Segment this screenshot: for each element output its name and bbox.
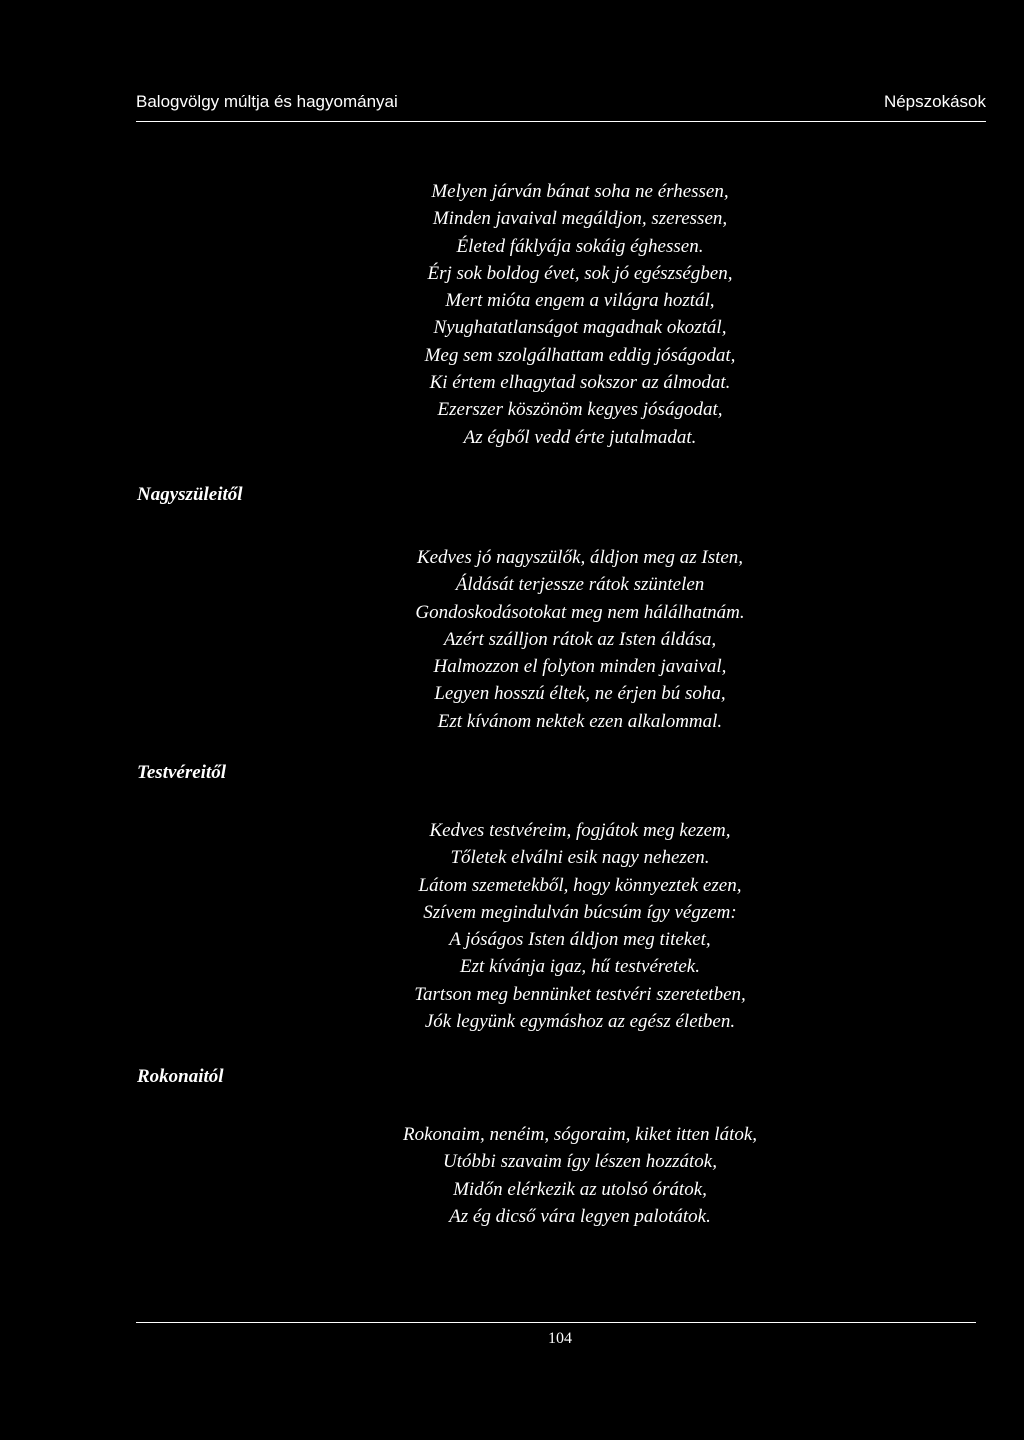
header-rule <box>136 121 986 122</box>
poem-line: Nyughatatlanságot magadnak okoztál, <box>433 317 727 339</box>
stanza-continuation <box>200 178 960 451</box>
poem-line: Utóbbi szavaim így lészen hozzátok, <box>443 1151 717 1173</box>
page-number: 104 <box>548 1330 572 1347</box>
poem-line: Az égből vedd érte jutalmadat. <box>463 426 697 448</box>
poem-line: Tartson meg bennünket testvéri szeretetben, <box>414 983 746 1005</box>
poem-line: Rokonaim, nenéim, sógoraim, kiket itten látok, <box>402 1124 758 1145</box>
stanza-grandparents <box>200 544 960 735</box>
poem-line: Gondoskodásotokat meg nem hálálhatnám. <box>415 601 745 623</box>
running-header <box>136 92 986 118</box>
poem-line: Legyen hosszú éltek, ne érjen bú soha, <box>434 683 726 705</box>
poem-line: Ki értem elhagytad sokszor az álmodat. <box>429 372 731 394</box>
section-heading-grandparents: Nagyszüleitől <box>137 484 243 505</box>
book-title: Balogvölgy múltja és hagyományai <box>136 92 398 111</box>
poem-line: Az ég dicső vára legyen palotátok. <box>449 1205 711 1227</box>
poem-line: Midőn elérkezik az utolsó órátok, <box>453 1178 707 1200</box>
stanza-siblings <box>200 817 960 1035</box>
poem-line: Tőletek elválni esik nagy nehezen. <box>450 847 710 869</box>
poem-line: Ezt kívánja igaz, hű testvéretek. <box>460 956 700 978</box>
poem-line: Ezt kívánom nektek ezen alkalommal. <box>437 710 723 732</box>
poem-line: A jóságos Isten áldjon meg titeket, <box>449 929 711 951</box>
stanza-relatives <box>200 1121 960 1230</box>
section-heading-relatives: Rokonaitól <box>137 1066 224 1087</box>
poem-line: Látom szemetekből, hogy könnyeztek ezen, <box>418 874 742 896</box>
chapter-title: Népszokások <box>883 92 986 111</box>
poem-line: Jók legyünk egymáshoz az egész életben. <box>424 1011 736 1033</box>
poem-line: Kedves jó nagyszülők, áldjon meg az Isten, <box>416 547 744 568</box>
poem-line: Meg sem szolgálhattam eddig jóságodat, <box>424 344 736 366</box>
poem-line: Életed fáklyája sokáig éghessen. <box>456 235 704 257</box>
section-heading-siblings: Testvéreitől <box>137 762 226 783</box>
poem-line: Kedves testvéreim, fogjátok meg kezem, <box>429 820 731 841</box>
poem-line: Ezerszer köszönöm kegyes jóságodat, <box>437 399 723 421</box>
poem-line: Mert mióta engem a világra hoztál, <box>445 290 715 312</box>
footer-rule <box>136 1322 976 1323</box>
poem-line: Érj sok boldog évet, sok jó egészségben, <box>427 262 733 284</box>
poem-line: Melyen járván bánat soha ne érhessen, <box>431 181 729 202</box>
poem-line: Minden javaival megáldjon, szeressen, <box>432 208 728 230</box>
poem-line: Halmozzon el folyton minden javaival, <box>433 656 727 678</box>
poem-line: Szívem megindulván búcsúm így végzem: <box>423 901 737 923</box>
poem-line: Áldását terjessze rátok szüntelen <box>455 574 705 596</box>
poem-line: Azért szálljon rátok az Isten áldása, <box>443 628 717 650</box>
